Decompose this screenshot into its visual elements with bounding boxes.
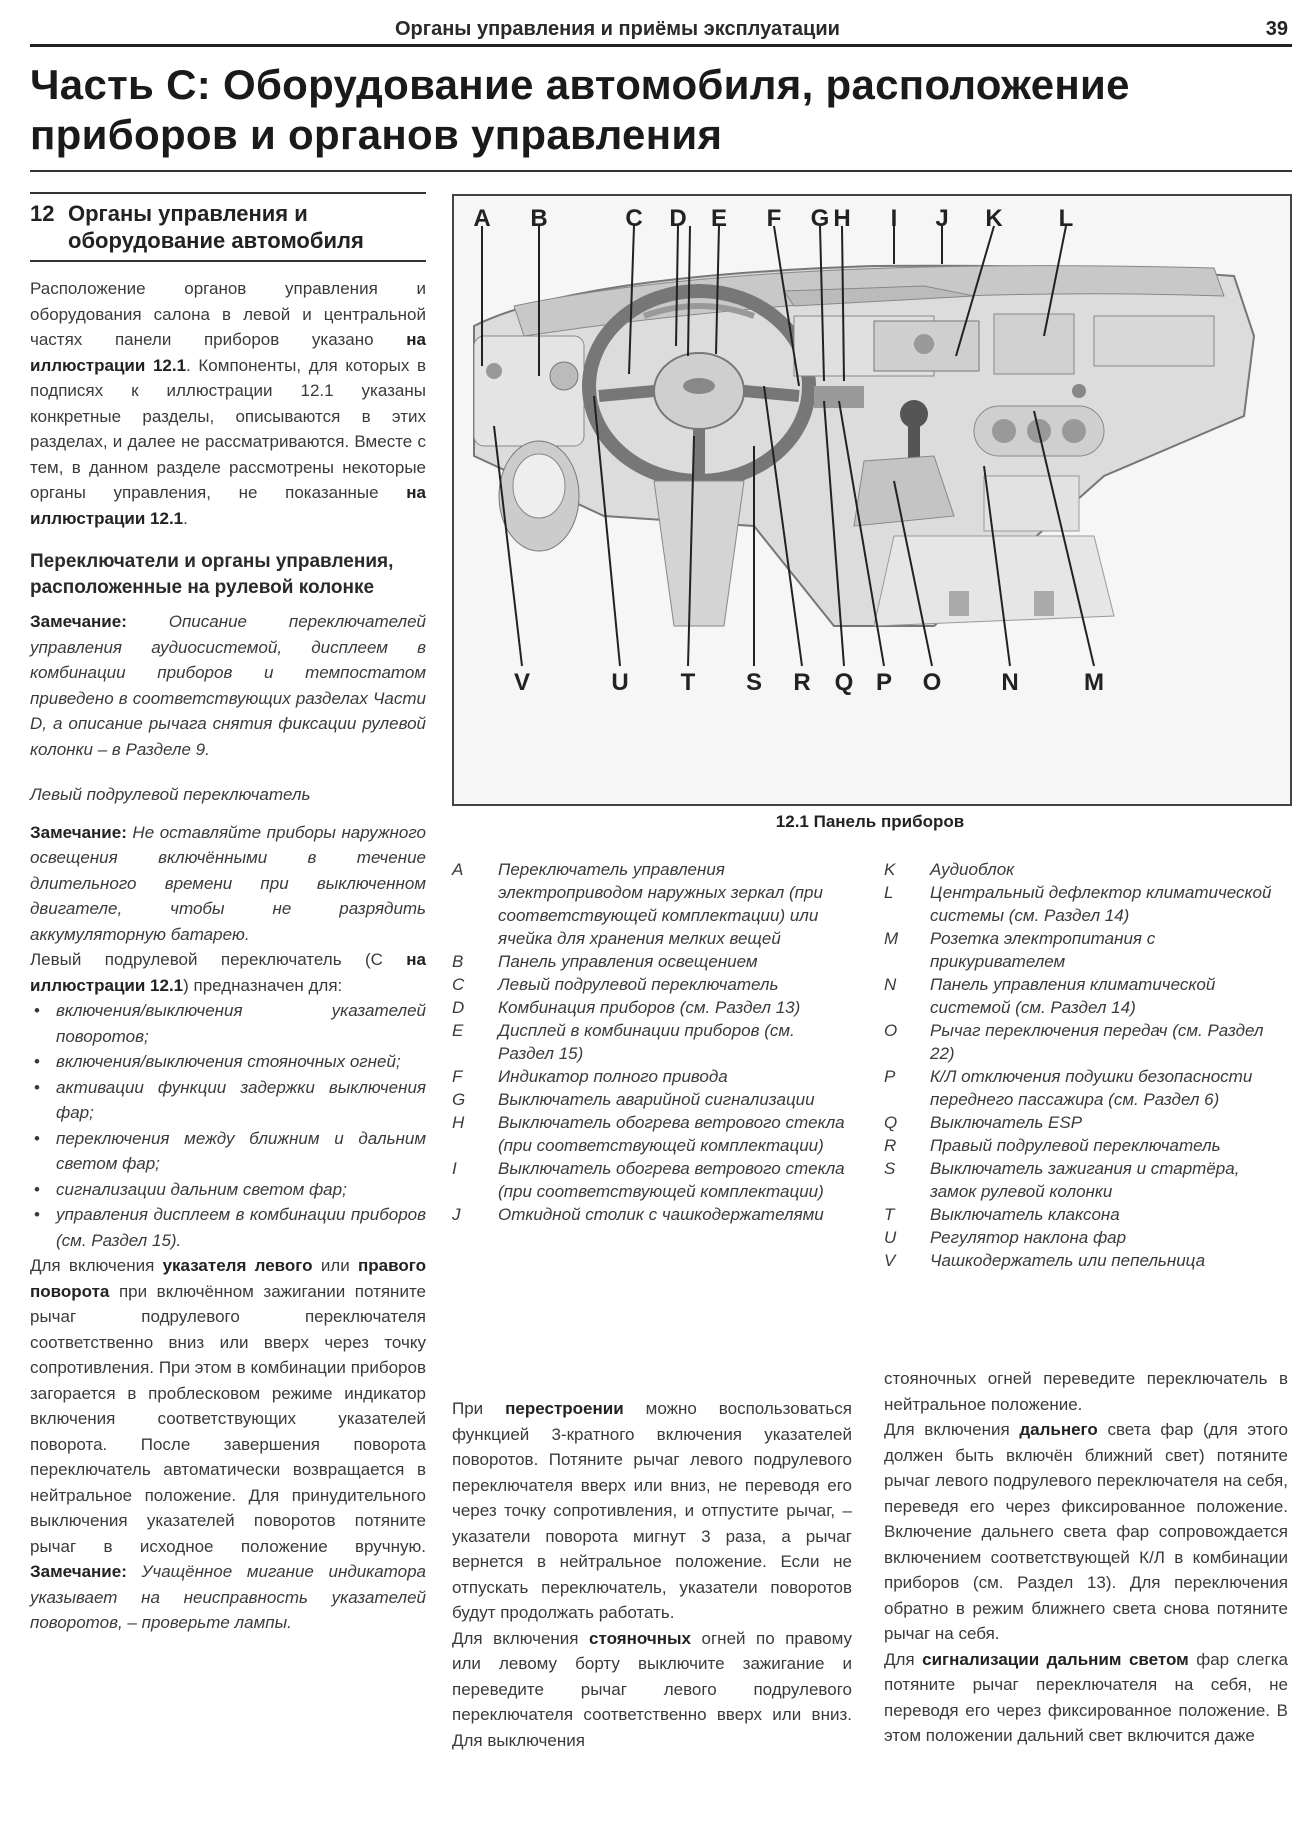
parking-lights-continued: стояночных огней переведите переключатель в нейтральное положение.	[884, 1369, 1288, 1414]
legend-item: Q Выключатель ESP	[884, 1113, 1083, 1132]
legend-item: V Чашкодержатель или пепельница	[884, 1251, 1206, 1270]
legend-item: U Регулятор наклона фар	[884, 1228, 1127, 1247]
legend-item: E Дисплей в комбинации приборов (см. Раздел 15)	[452, 1021, 795, 1063]
label-d: D	[669, 205, 687, 232]
note-lights: Замечание: Не оставляйте приборы наружного освещения включёнными в течение длительного времени при выключенном двигателе, чтобы не разрядить аккумуляторную батарею.	[30, 822, 426, 944]
legend-item: M Розетка электропитания с прикуривателем	[884, 929, 1156, 971]
legend-item: B Панель управления освещением	[452, 952, 758, 971]
label-h: H	[833, 205, 851, 232]
legend-item: O Рычаг переключения передач (см. Раздел 22)	[884, 1021, 1264, 1063]
left-switch-heading: Левый подрулевой переключатель	[30, 785, 311, 804]
label-l: L	[1058, 205, 1074, 232]
label-i: I	[890, 205, 898, 232]
legend-right	[884, 858, 1288, 1272]
legend-item: J Откидной столик с чашкодержателями	[452, 1205, 824, 1224]
list-item: • управления дисплеем в комбинации приборов (см. Раздел 15).	[30, 1202, 426, 1253]
legend-item: P К/Л отключения подушки безопасности переднего пассажира (см. Раздел 6)	[884, 1067, 1253, 1109]
lane-change-paragraph: При перестроении можно воспользоваться функцией 3-кратного включения указателей поворотов. Потяните рычаг левого подрулевого переключателя вверх или вниз, не переводя его через точку сопротивления, и отпустите рычаг, – указатели поворота мигнут 3 раза, а рычаг вернется в нейтральное положение. Если не отпускать переключатель, указатели поворотов будут продолжать работать.	[452, 1399, 852, 1622]
flash-paragraph: Для сигнализации дальним светом фар слегка потяните рычаг переключателя на себя, не переводя его через фиксированное положение. В этом положении дальний свет включится даже	[884, 1649, 1288, 1745]
legend-item: D Комбинация приборов (см. Раздел 13)	[452, 998, 801, 1017]
legend-item: L Центральный дефлектор климатической системы (см. Раздел 14)	[884, 883, 1272, 925]
header-title: Органы управления и приёмы эксплуатации	[395, 18, 840, 40]
legend-item: N Панель управления климатической системой (см. Раздел 14)	[884, 975, 1216, 1017]
label-o: O	[922, 669, 942, 696]
middle-column	[452, 1396, 852, 1753]
legend-item: F Индикатор полного привода	[452, 1067, 728, 1086]
running-header	[30, 14, 1292, 47]
label-t: T	[680, 669, 696, 696]
label-u: U	[611, 669, 629, 696]
label-b: B	[530, 205, 548, 232]
section-title-line1: Органы управления и	[68, 201, 308, 226]
section-number: 12	[30, 201, 55, 226]
intro-paragraph: Расположение органов управления и оборудования салона в левой и центральной частях панели приборов указано на иллюстрации 12.1. Компоненты, для которых в подписях к иллюстрации 12.1 указаны конкретные разделы, описываются в этих разделах, и далее не рассматриваются. Вместе с тем, в данном разделе рассмотрены некоторые органы управления, не показанные на иллюстрации 12.1.	[30, 279, 426, 528]
list-item: • включения/выключения стояночных огней;	[30, 1049, 426, 1075]
label-m: M	[1084, 669, 1104, 696]
figure-caption: 12.1 Панель приборов	[775, 812, 965, 831]
legend-item: H Выключатель обогрева ветрового стекла (при соответствующей комплектации)	[452, 1113, 845, 1155]
legend-item: K Аудиоблок	[884, 860, 1015, 879]
label-q: Q	[834, 669, 854, 696]
list-item: • сигнализации дальним светом фар;	[30, 1177, 426, 1203]
part-title: Часть С: Оборудование автомобиля, расположение приборов и органов управления	[30, 61, 1130, 158]
legend-item: I Выключатель обогрева ветрового стекла (при соответствующей комплектации)	[452, 1159, 845, 1201]
label-j: J	[935, 205, 949, 232]
function-list	[30, 998, 426, 1253]
list-item: • активации функции задержки выключения фар;	[30, 1075, 426, 1126]
high-beam-paragraph: Для включения дальнего света фар (для этого должен быть включён ближний свет) потяните рычаг левого подрулевого переключателя на себя, переведя его через фиксированное положение. Включение дальнего света фар сопровождается включением соответствующей К/Л в комбинации приборов (см. Раздел 13). Для переключения обратно в режим ближнего света снова потяните рычаг на себя.	[884, 1420, 1288, 1643]
label-s: S	[745, 669, 763, 696]
section-title-line2: оборудование автомобиля	[68, 228, 364, 253]
parking-lights-paragraph: Для включения стояночных огней по правому или левому борту выключите зажигание и переведите рычаг левого подрулевого переключателя соответственно вверх или вниз. Для выключения	[452, 1628, 852, 1750]
legend-item: C Левый подрулевой переключатель	[452, 975, 779, 994]
legend-item: A Переключатель управления электроприводом наружных зеркал (при соответствующей комплектации) или ячейка для хранения мелких вещей	[452, 860, 823, 948]
legend-item: R Правый подрулевой переключатель	[884, 1136, 1221, 1155]
legend-item: T Выключатель клаксона	[884, 1205, 1120, 1224]
left-column	[30, 192, 426, 1636]
turn-signal-paragraph: Для включения указателя левого или правого поворота при включённом зажигании потяните рычаг подрулевого переключателя соответственно вниз или вверх через точку сопротивления. При этом в комбинации приборов загорается в проблесковом режиме индикатор включения соответствующих указателей поворота. После завершения поворота переключатель автоматически возвращается в нейтральное положение. Для принудительного выключения указателей поворотов потяните рычаг в исходное положение вручную. Замечание: Учащённое мигание индикатора указывает на неисправность указателей поворотов, – проверьте лампы.	[30, 1256, 426, 1632]
legend-item: S Выключатель зажигания и стартёра, замок рулевой колонки	[884, 1159, 1240, 1201]
label-g: G	[810, 205, 830, 232]
label-v: V	[513, 669, 531, 696]
switch-intro: Левый подрулевой переключатель (С на иллюстрации 12.1) предназначен для:	[30, 950, 426, 995]
section-heading	[30, 192, 426, 262]
label-p: P	[875, 669, 893, 696]
title-rule	[30, 170, 1292, 172]
dashboard-illustration	[454, 196, 1290, 804]
label-f: F	[766, 205, 782, 232]
dashboard-figure	[452, 194, 1292, 806]
right-column	[884, 1366, 1288, 1749]
label-r: R	[793, 669, 811, 696]
label-n: N	[1001, 669, 1019, 696]
list-item: • включения/выключения указателей поворотов;	[30, 998, 426, 1049]
label-k: K	[985, 205, 1003, 232]
note-audio: Замечание: Описание переключателей управления аудиосистемой, дисплеем в комбинации приборов и темпостатом приведено в соответствующих разделах Части D, а описание рычага снятия фиксации рулевой колонки – в Разделе 9.	[30, 612, 426, 759]
subsection-heading: Переключатели и органы управления, расположенные на рулевой колонке	[30, 551, 394, 598]
label-c: C	[625, 205, 643, 232]
label-a: A	[473, 205, 491, 232]
list-item: • переключения между ближним и дальним светом фар;	[30, 1126, 426, 1177]
label-e: E	[710, 205, 728, 232]
legend-item: G Выключатель аварийной сигнализации	[452, 1090, 815, 1109]
page-number: 39	[1265, 18, 1288, 40]
legend-left	[452, 858, 852, 1226]
